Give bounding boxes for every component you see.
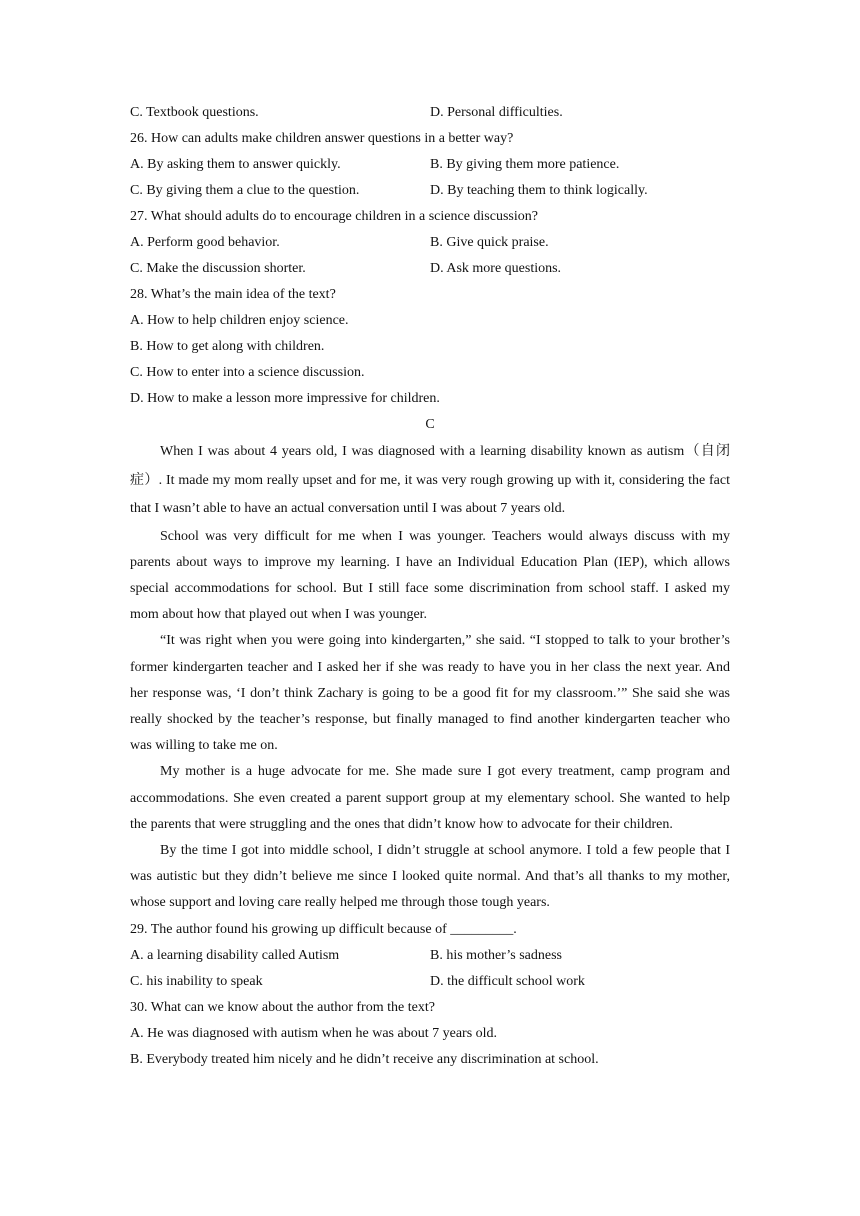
q27-options-cd <box>130 256 730 282</box>
q25-option-d: D. Personal difficulties. <box>430 105 563 120</box>
q29-options-cd <box>130 969 730 995</box>
q26-option-c: C. By giving them a clue to the question. <box>130 183 360 198</box>
q29-stem: 29. The author found his growing up difficult because of _________. <box>130 921 517 937</box>
q26-option-a: A. By asking them to answer quickly. <box>130 157 341 172</box>
q26-options-cd <box>130 178 730 204</box>
q28-option-c: C. How to enter into a science discussion. <box>130 365 365 380</box>
q25-option-c: C. Textbook questions. <box>130 105 259 120</box>
document-page <box>130 100 730 1073</box>
q29-options-ab <box>130 943 730 969</box>
q29-option-d: D. the difficult school work <box>430 973 585 989</box>
q26-options-ab <box>130 152 730 178</box>
passage-paragraph-2: School was very difficult for me when I was younger. Teachers would always discuss with my parents about ways to improve my learning. I have an Individual Education Plan (IEP), which allows special accommodations for school. But I still face some discrimination from school staff. I asked my mom about how that played out when I was younger. <box>130 528 730 623</box>
q25-options-cd <box>130 100 730 126</box>
q27-option-d: D. Ask more questions. <box>430 261 562 276</box>
q28-option-d: D. How to make a lesson more impressive for children. <box>130 391 440 406</box>
q27-option-a: A. Perform good behavior. <box>130 235 280 250</box>
q27-option-c: C. Make the discussion shorter. <box>130 261 306 276</box>
q29-option-c: C. his inability to speak <box>130 973 263 989</box>
q30-stem: 30. What can we know about the author from the text? <box>130 999 435 1015</box>
section-title: C <box>425 417 435 432</box>
passage-paragraph-3: “It was right when you were going into kindergarten,” she said. “I stopped to talk to your brother’s former kindergarten teacher and I asked her if she was ready to have you in her class the next year. And her response was, ‘I don’t think Zachary is going to be a good fit for my classroom.’” She said she was really shocked by the teacher’s response, but finally managed to find another kindergarten teacher who was willing to take me on. <box>130 633 730 754</box>
q28-option-b: B. How to get along with children. <box>130 339 325 354</box>
q26-option-d: D. By teaching them to think logically. <box>430 183 648 198</box>
q27-options-ab <box>130 230 730 256</box>
q30-option-a: A. He was diagnosed with autism when he was about 7 years old. <box>130 1025 498 1041</box>
q27-stem: 27. What should adults do to encourage children in a science discussion? <box>130 209 538 224</box>
q26-option-b: B. By giving them more patience. <box>430 157 620 172</box>
q28-option-a: A. How to help children enjoy science. <box>130 313 349 328</box>
q30-option-b: B. Everybody treated him nicely and he didn’t receive any discrimination at school. <box>130 1051 599 1067</box>
q28-stem: 28. What’s the main idea of the text? <box>130 287 336 302</box>
passage-paragraph-4: My mother is a huge advocate for me. She made sure I got every treatment, camp program and accommodations. She even created a parent support group at my elementary school. She wanted to help the parents that were struggling and the ones that didn’t know how to advocate for their children. <box>130 764 730 832</box>
q29-option-b: B. his mother’s sadness <box>430 947 562 963</box>
q29-option-a: A. a learning disability called Autism <box>130 947 340 963</box>
passage-paragraph-1: When I was about 4 years old, I was diagnosed with a learning disability known as autism（自闭症）. It made my mom really upset and for me, it was very rough growing up with it, considering the fact that I wasn’t able to have an actual conversation until I was about 7 years old. <box>130 444 730 516</box>
q26-stem: 26. How can adults make children answer questions in a better way? <box>130 131 514 146</box>
passage-paragraph-5: By the time I got into middle school, I didn’t struggle at school anymore. I told a few people that I was autistic but they didn’t believe me since I looked quite normal. And that’s all thanks to my mother, whose support and loving care really helped me through those tough years. <box>130 842 730 911</box>
q27-option-b: B. Give quick praise. <box>430 235 549 250</box>
